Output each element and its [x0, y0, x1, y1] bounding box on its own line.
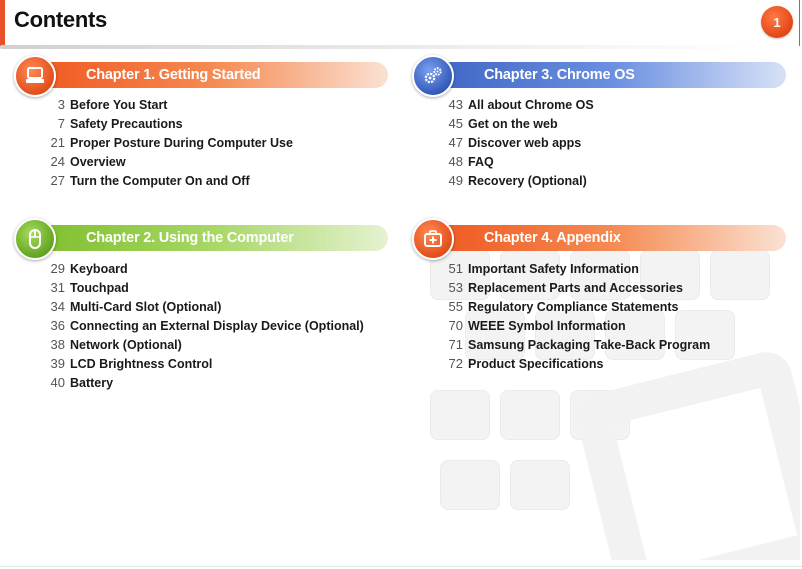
- toc-page-number: 39: [50, 356, 65, 371]
- toc-entry-title: Proper Posture During Computer Use: [70, 136, 293, 150]
- toc-entry[interactable]: [41, 171, 293, 190]
- toc-entry[interactable]: [41, 297, 364, 316]
- toc-entry-title: Discover web apps: [468, 136, 582, 150]
- toc-entry[interactable]: [439, 152, 594, 171]
- toc-entry-title: Get on the web: [468, 117, 558, 131]
- first-aid-icon: [412, 218, 454, 260]
- toc-entry-title: Overview: [70, 155, 126, 169]
- toc-entry-title: Regulatory Compliance Statements: [468, 300, 679, 314]
- toc-entry[interactable]: [41, 316, 364, 335]
- chapter-4-title: Chapter 4. Appendix: [484, 230, 621, 246]
- toc-entry[interactable]: [41, 133, 293, 152]
- toc-entry[interactable]: [439, 278, 710, 297]
- toc-page-number: 21: [50, 135, 65, 150]
- toc-page-number: 48: [448, 154, 463, 169]
- header-right-rule: [799, 0, 800, 46]
- toc-entry-title: Touchpad: [70, 281, 129, 295]
- toc-entry[interactable]: [439, 354, 710, 373]
- toc-entry-title: Important Safety Information: [468, 262, 639, 276]
- toc-page-number: 43: [448, 97, 463, 112]
- toc-entry[interactable]: [41, 354, 364, 373]
- toc-entry-title: Product Specifications: [468, 357, 604, 371]
- toc-page-number: 49: [448, 173, 463, 188]
- chapter-4-list: [439, 259, 710, 373]
- toc-entry[interactable]: [41, 114, 293, 133]
- toc-entry[interactable]: [41, 95, 293, 114]
- page-title: Contents: [14, 7, 107, 32]
- chapter-1-title: Chapter 1. Getting Started: [86, 67, 261, 83]
- footer-divider: [0, 566, 802, 567]
- toc-page-number: 40: [50, 375, 65, 390]
- toc-entry-title: Connecting an External Display Device (Optional): [70, 319, 364, 333]
- toc-page-number: 34: [50, 299, 65, 314]
- chapter-1-list: [41, 95, 293, 190]
- toc-entry[interactable]: [439, 316, 710, 335]
- toc-entry[interactable]: [439, 95, 594, 114]
- toc-page-number: 71: [448, 337, 463, 352]
- toc-page-number: 51: [448, 261, 463, 276]
- toc-page-number: 36: [50, 318, 65, 333]
- toc-page-number: 27: [50, 173, 65, 188]
- header-accent-bar: [0, 0, 5, 46]
- chapter-2-title: Chapter 2. Using the Computer: [86, 230, 294, 246]
- chapter-2-banner[interactable]: [38, 225, 388, 251]
- toc-entry[interactable]: [41, 373, 364, 392]
- toc-entry-title: Before You Start: [70, 98, 168, 112]
- toc-entry[interactable]: [439, 297, 710, 316]
- toc-entry-title: Multi-Card Slot (Optional): [70, 300, 222, 314]
- header-divider: [0, 45, 760, 49]
- toc-entry[interactable]: [41, 259, 364, 278]
- toc-entry-title: WEEE Symbol Information: [468, 319, 626, 333]
- toc-entry[interactable]: [41, 152, 293, 171]
- chapter-3-list: [439, 95, 594, 190]
- toc-entry-title: Samsung Packaging Take-Back Program: [468, 338, 711, 352]
- toc-page-number: 3: [57, 97, 65, 112]
- page-number-badge: 1: [761, 6, 793, 38]
- toc-entry-title: Turn the Computer On and Off: [70, 174, 250, 188]
- toc-entry[interactable]: [439, 114, 594, 133]
- toc-entry-title: Replacement Parts and Accessories: [468, 281, 683, 295]
- toc-page-number: 45: [448, 116, 463, 131]
- laptop-icon: [14, 55, 56, 97]
- toc-page-number: 70: [448, 318, 463, 333]
- toc-page-number: 29: [50, 261, 65, 276]
- chapter-3-title: Chapter 3. Chrome OS: [484, 67, 635, 83]
- toc-entry[interactable]: [439, 171, 594, 190]
- toc-entry-title: Keyboard: [70, 262, 128, 276]
- toc-entry-title: Battery: [70, 376, 114, 390]
- toc-page-number: 72: [448, 356, 463, 371]
- chapter-4-banner[interactable]: [436, 225, 786, 251]
- mouse-icon: [14, 218, 56, 260]
- toc-page-number: 55: [448, 299, 463, 314]
- toc-entry-title: Network (Optional): [70, 338, 182, 352]
- toc-entry[interactable]: [439, 259, 710, 278]
- toc-entry-title: Recovery (Optional): [468, 174, 587, 188]
- toc-page-number: 47: [448, 135, 463, 150]
- toc-page-number: 7: [57, 116, 65, 131]
- toc-entry-title: LCD Brightness Control: [70, 357, 213, 371]
- toc-entry[interactable]: [41, 335, 364, 354]
- chapter-3-banner[interactable]: [436, 62, 786, 88]
- toc-entry[interactable]: [41, 278, 364, 297]
- toc-entry[interactable]: [439, 133, 594, 152]
- toc-page-number: 24: [50, 154, 65, 169]
- toc-entry-title: Safety Precautions: [70, 117, 183, 131]
- toc-page-number: 38: [50, 337, 65, 352]
- gears-icon: [412, 55, 454, 97]
- toc-entry[interactable]: [439, 335, 710, 354]
- toc-page-number: 53: [448, 280, 463, 295]
- toc-page-number: 31: [50, 280, 65, 295]
- toc-entry-title: FAQ: [468, 155, 494, 169]
- toc-entry-title: All about Chrome OS: [468, 98, 594, 112]
- chapter-2-list: [41, 259, 364, 392]
- chapter-1-banner[interactable]: [38, 62, 388, 88]
